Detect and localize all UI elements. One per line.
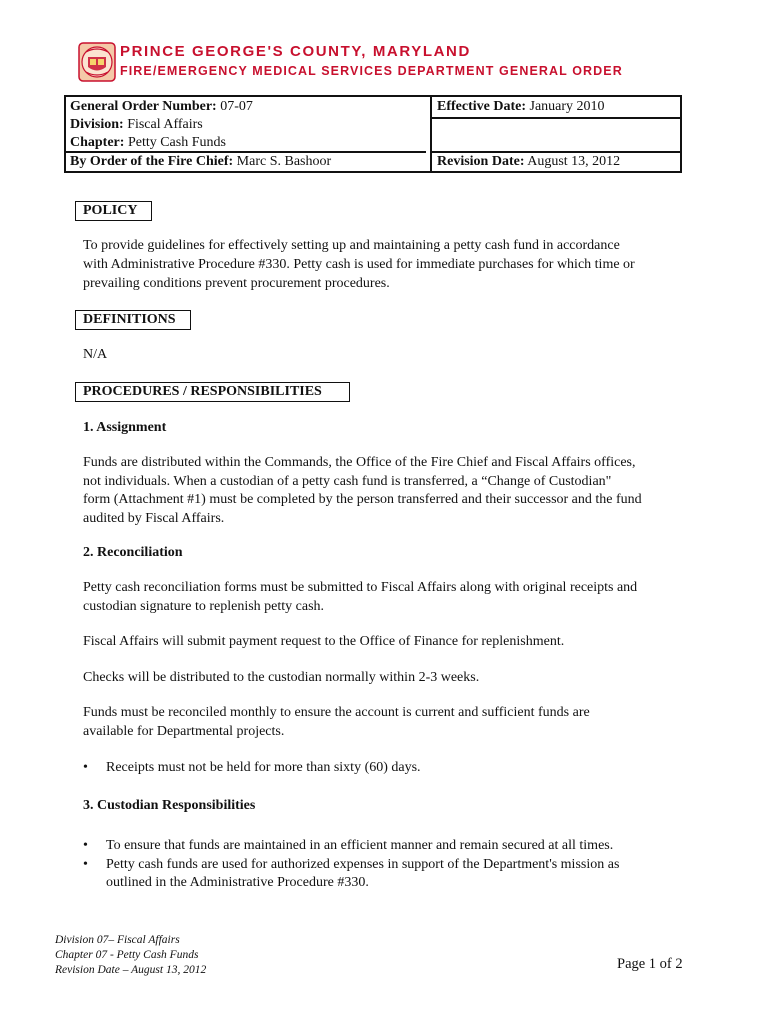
division xyxy=(70,116,203,134)
reconciliation-line: Funds must be reconciled monthly to ensure the account is current and sufficient funds are xyxy=(83,705,590,720)
general-order-value: 07-07 xyxy=(220,99,253,114)
revision-date-label: Revision Date: xyxy=(437,154,525,169)
general-order-info-table xyxy=(64,95,682,173)
general-order-number xyxy=(70,98,253,116)
definitions-heading: DEFINITIONS xyxy=(75,310,191,330)
page-number: Page 1 of 2 xyxy=(617,956,683,972)
chapter xyxy=(70,134,226,152)
reconciliation-paragraph-1 xyxy=(83,579,693,616)
by-order-of xyxy=(70,153,331,171)
assignment-line: not individuals. When a custodian of a petty cash fund is transferred, a “Change of Custodian" xyxy=(83,473,612,489)
reconciliation-paragraph-3: Checks will be distributed to the custodian normally within 2-3 weeks. xyxy=(83,670,480,685)
reconciliation-title: 2. Reconciliation xyxy=(83,545,183,560)
receipts-bullet: Receipts must not be held for more than sixty (60) days. xyxy=(106,760,421,775)
reconciliation-paragraph-2: Fiscal Affairs will submit payment request to the Office of Finance for replenishment. xyxy=(83,634,565,649)
reconciliation-line: Petty cash reconciliation forms must be submitted to Fiscal Affairs along with original receipts and xyxy=(83,580,638,595)
assignment-line: form (Attachment #1) must be completed by the person transferred and their successor and the fund xyxy=(83,492,642,507)
footer-info xyxy=(55,933,206,978)
bullet-icon: • xyxy=(83,857,88,872)
assignment-title: 1. Assignment xyxy=(83,420,167,435)
footer-chapter: Chapter 07 - Petty Cash Funds xyxy=(55,949,199,961)
by-order-label: By Order of the Fire Chief: xyxy=(70,154,234,169)
policy-text xyxy=(83,236,693,293)
revision-date xyxy=(437,153,620,171)
assignment-line: Funds are distributed within the Commands, the Office of the Fire Chief and Fiscal Affairs offices, xyxy=(83,455,636,470)
footer-revision: Revision Date – August 13, 2012 xyxy=(55,964,207,976)
general-order-label: General Order Number: xyxy=(70,99,217,114)
custodian-title: 3. Custodian Responsibilities xyxy=(83,798,256,813)
policy-line: with Administrative Procedure #330. Petty cash is used for immediate purchases for which time or xyxy=(83,257,635,272)
table-column-divider xyxy=(430,97,432,171)
assignment-line: audited by Fiscal Affairs. xyxy=(83,510,225,526)
reconciliation-line: available for Departmental projects. xyxy=(83,723,285,739)
division-label: Division: xyxy=(70,117,124,132)
chapter-label: Chapter: xyxy=(70,135,125,150)
reconciliation-line: custodian signature to replenish petty cash. xyxy=(83,598,325,614)
organization-name: PRINCE GEORGE'S COUNTY, MARYLAND xyxy=(120,43,471,60)
assignment-text xyxy=(83,454,693,528)
effective-date xyxy=(437,98,605,116)
table-row-divider xyxy=(430,117,680,119)
revision-date-value: August 13, 2012 xyxy=(527,154,621,169)
effective-date-value: January 2010 xyxy=(529,99,605,114)
custodian-bullet-continuation: outlined in the Administrative Procedure #330. xyxy=(106,875,369,890)
footer-division: Division 07– Fiscal Affairs xyxy=(55,934,180,946)
by-order-value: Marc S. Bashoor xyxy=(236,154,332,169)
procedures-heading: PROCEDURES / RESPONSIBILITIES xyxy=(75,382,350,402)
policy-heading: POLICY xyxy=(75,201,152,221)
policy-line: prevailing conditions prevent procurement procedures. xyxy=(83,276,390,291)
definitions-text: N/A xyxy=(83,347,108,362)
bullet-icon: • xyxy=(83,838,88,853)
county-seal-icon xyxy=(78,42,116,82)
custodian-bullet: To ensure that funds are maintained in an efficient manner and remain secured at all times. xyxy=(106,838,614,853)
effective-date-label: Effective Date: xyxy=(437,99,527,114)
bullet-icon: • xyxy=(83,760,88,775)
reconciliation-paragraph-4 xyxy=(83,704,693,741)
chapter-value: Petty Cash Funds xyxy=(127,135,226,150)
division-value: Fiscal Affairs xyxy=(127,117,203,132)
department-title: FIRE/EMERGENCY MEDICAL SERVICES DEPARTMENT GENERAL ORDER xyxy=(120,64,623,78)
policy-line: To provide guidelines for effectively setting up and maintaining a petty cash fund in accordance xyxy=(83,238,620,253)
custodian-bullet: Petty cash funds are used for authorized expenses in support of the Department's mission as xyxy=(106,857,620,872)
